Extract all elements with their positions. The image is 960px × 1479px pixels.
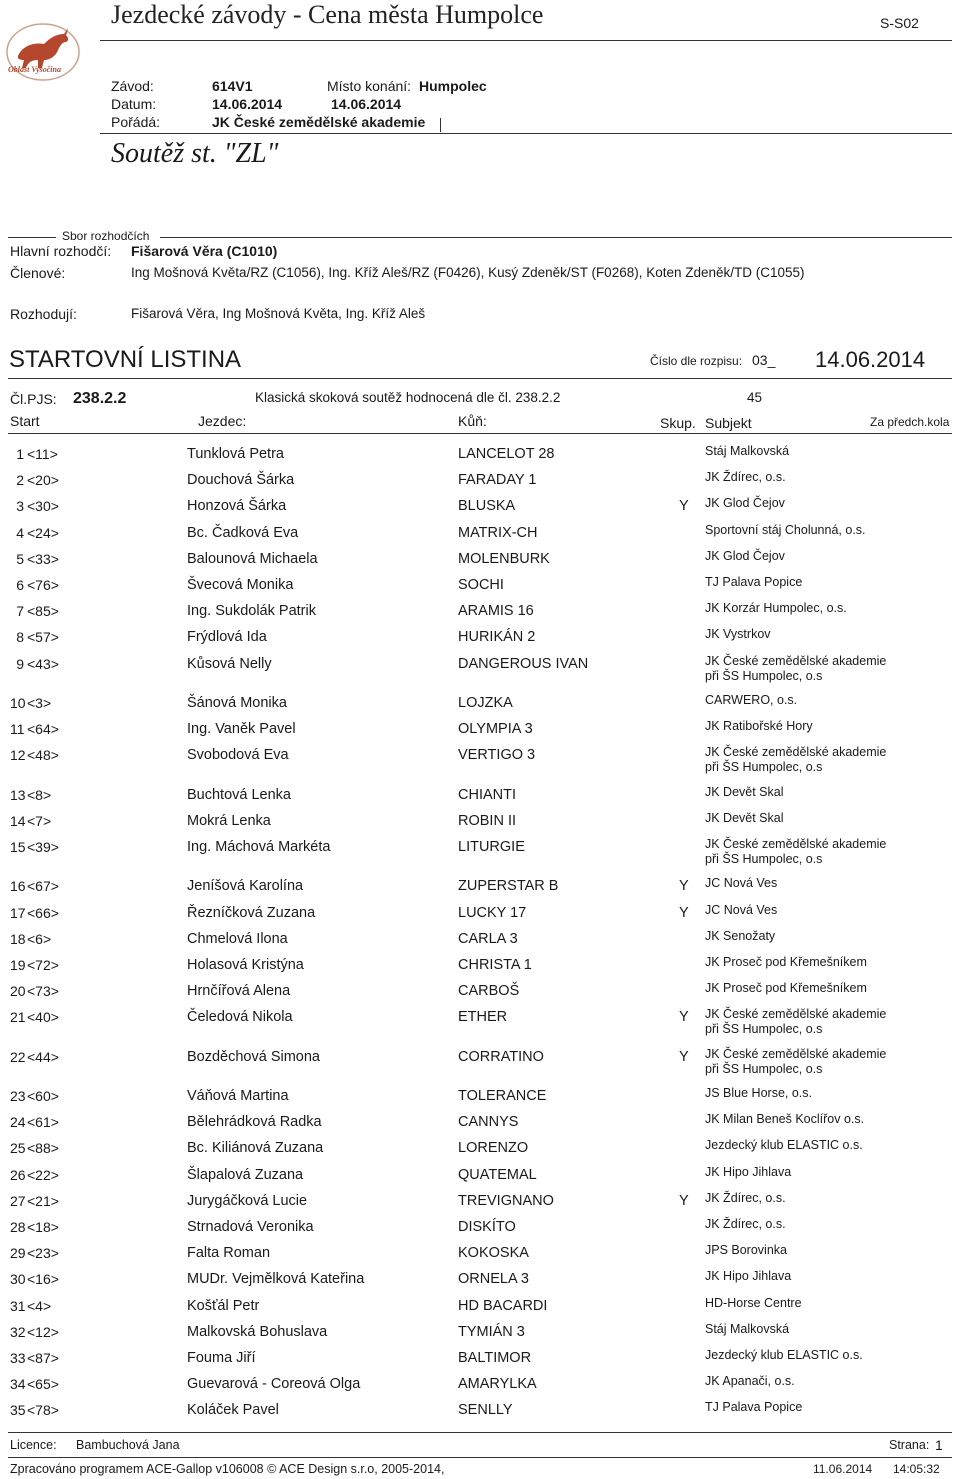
table-row: [0, 810, 960, 839]
subject-name-line2: při ŠS Humpolec, o.s: [705, 668, 823, 683]
subject-name: JK Korzár Humpolec, o.s.: [705, 601, 847, 616]
table-row: [0, 577, 960, 603]
rider-name: Váňová Martina: [187, 1087, 289, 1104]
table-row: [0, 1216, 960, 1245]
jury-divider: [8, 237, 56, 238]
print-date: 11.06.2014: [813, 1462, 873, 1476]
start-code: <24>: [27, 524, 59, 541]
horse-name: MOLENBURK: [458, 550, 550, 567]
horse-name: LANCELOT 28: [458, 446, 555, 462]
subject-name: JK České zemědělské akademie: [705, 653, 887, 668]
rider-name: Švecová Monika: [187, 577, 294, 593]
start-order: 28: [10, 1218, 26, 1235]
subject-name: JK České zemědělské akademie: [705, 837, 887, 851]
text-cursor: [440, 118, 441, 132]
start-code: <87>: [27, 1349, 59, 1366]
datum-from: 14.06.2014: [212, 96, 283, 112]
start-order: 12: [10, 747, 26, 764]
horse-name: CHIANTI: [458, 786, 516, 803]
horse-name: ETHER: [458, 1009, 508, 1026]
judging-value: Fišarová Věra, Ing Mošnová Květa, Ing. Kříž Aleš: [131, 306, 426, 321]
horse-name: BALTIMOR: [458, 1349, 532, 1366]
table-row: [0, 1295, 960, 1324]
rider-name: Ing. Vaněk Pavel: [187, 721, 296, 738]
subject-name: JK Ždírec, o.s.: [705, 1216, 786, 1231]
start-code: <72>: [27, 956, 59, 973]
rider-name: Mokrá Lenka: [187, 812, 271, 829]
subject-name: JK České zemědělské akademie: [705, 1046, 887, 1061]
table-row: [0, 1140, 960, 1166]
datum-to: 14.06.2014: [331, 96, 402, 112]
table-row: [0, 902, 960, 931]
subject-name: Sportovní stáj Cholunná, o.s.: [705, 522, 866, 537]
start-code: <39>: [27, 839, 59, 855]
rider-name: Hrnčířová Alena: [187, 983, 291, 1000]
jury-section-label: Sbor rozhodčích: [62, 229, 150, 243]
rider-name: Ing. Sukdolák Patrik: [187, 603, 316, 620]
start-code: <16>: [27, 1271, 59, 1288]
start-code: <21>: [27, 1192, 59, 1209]
subject-name: JK Vystrkov: [705, 627, 771, 642]
list-heading-divider: [8, 378, 952, 379]
rider-name: Malkovská Bohuslava: [187, 1323, 328, 1340]
horse-name: LORENZO: [458, 1140, 529, 1157]
subject-name: JK Apanači, o.s.: [705, 1374, 795, 1389]
table-row: [0, 1271, 960, 1297]
rider-name: Bc. Čadková Eva: [187, 524, 299, 541]
table-row: [0, 498, 960, 524]
event-divider: [100, 133, 952, 134]
start-order: 4: [16, 524, 24, 541]
subject-name: JK Proseč pod Křemešníkem: [705, 954, 867, 969]
start-code: <7>: [27, 812, 52, 829]
horse-name: HURIKÁN 2: [458, 629, 536, 646]
rider-name: Řezníčková Zuzana: [187, 904, 316, 921]
print-time: 14:05:32: [893, 1462, 940, 1476]
rider-name: Bc. Kiliánová Zuzana: [187, 1140, 324, 1157]
horse-name: ARAMIS 16: [458, 603, 534, 620]
subject-name: TJ Palava Popice: [705, 1400, 803, 1415]
horse-name: VERTIGO 3: [458, 747, 536, 764]
list-date: 14.06.2014: [815, 347, 926, 372]
start-code: <33>: [27, 550, 59, 567]
subject-name: JK Ždírec, o.s.: [705, 470, 786, 485]
horse-name: TREVIGNANO: [458, 1192, 554, 1209]
group-mark: Y: [679, 498, 689, 515]
rider-name: Strnadová Veronika: [187, 1218, 314, 1235]
table-row: [0, 522, 960, 551]
table-row: [0, 472, 960, 498]
subject-name: JK České zemědělské akademie: [705, 745, 887, 760]
start-order: 13: [10, 786, 26, 803]
start-order: 16: [10, 878, 26, 895]
start-order: 17: [10, 904, 26, 921]
start-code: <66>: [27, 904, 59, 921]
subject-name: JK Devět Skal: [705, 810, 784, 825]
start-code: <67>: [27, 878, 59, 895]
rider-name: Koláček Pavel: [187, 1402, 279, 1419]
cislo-label: Číslo dle rozpisu:: [650, 354, 743, 368]
horse-name: LOJZKA: [458, 694, 513, 711]
subject-name: HD-Horse Centre: [705, 1295, 802, 1310]
table-row: [0, 1321, 960, 1350]
rider-name: Honzová Šárka: [187, 498, 287, 515]
start-code: <40>: [27, 1009, 59, 1026]
start-code: <11>: [27, 446, 58, 462]
start-code: <60>: [27, 1087, 59, 1104]
start-code: <64>: [27, 721, 59, 738]
start-code: <88>: [27, 1140, 59, 1157]
subject-name: JK Ždírec, o.s.: [705, 1190, 786, 1205]
rider-name: Svobodová Eva: [187, 747, 289, 764]
table-row: [0, 1190, 960, 1219]
group-mark: Y: [679, 1048, 689, 1065]
subject-name-line2: při ŠS Humpolec, o.s: [705, 852, 823, 866]
organizer-logo: [4, 22, 82, 84]
rider-name: Šánová Monika: [187, 694, 287, 711]
chief-judge-value: Fišarová Věra (C1010): [131, 243, 278, 259]
start-order: 34: [10, 1376, 26, 1393]
horse-name: LUCKY 17: [458, 904, 527, 921]
licence-label: Licence:: [10, 1438, 57, 1452]
start-order: 25: [10, 1140, 26, 1157]
subject-name: JC Nová Ves: [705, 876, 778, 891]
horse-name: BLUSKA: [458, 498, 516, 515]
start-code: <48>: [27, 747, 59, 764]
columns-divider: [8, 433, 952, 434]
start-order: 21: [10, 1009, 26, 1026]
horse-name: CHRISTA 1: [458, 956, 532, 973]
rider-name: Jeníšová Karolína: [187, 878, 304, 895]
start-order: 35: [10, 1402, 26, 1419]
start-order: 10: [10, 694, 26, 711]
datum-label: Datum:: [111, 96, 157, 112]
entry-count: 45: [747, 390, 763, 405]
pjs-value: 238.2.2: [73, 390, 127, 407]
logo-caption: Oblast Vysočina: [8, 65, 61, 74]
horse-name: ZUPERSTAR B: [458, 878, 559, 895]
rider-name: Fouma Jiří: [187, 1349, 256, 1366]
start-code: <20>: [27, 472, 59, 489]
start-order: 24: [10, 1114, 26, 1131]
subject-name: TJ Palava Popice: [705, 575, 803, 589]
subject-name: Jezdecký klub ELASTIC o.s.: [705, 1138, 863, 1153]
start-code: <43>: [27, 655, 59, 672]
start-order: 11: [10, 721, 25, 738]
subject-name: JK České zemědělské akademie: [705, 1007, 887, 1022]
subject-name: JK Glod Čejov: [705, 496, 785, 511]
horse-name: AMARYLKA: [458, 1376, 537, 1393]
start-code: <18>: [27, 1218, 59, 1235]
start-order: 32: [10, 1323, 26, 1340]
horse-name: SOCHI: [458, 577, 504, 593]
table-row: [0, 721, 960, 747]
page-label: Strana:: [889, 1438, 930, 1452]
horse-name: OLYMPIA 3: [458, 721, 533, 738]
subject-name-line2: při ŠS Humpolec, o.s: [705, 760, 823, 775]
competition-description: Klasická skoková soutěž hodnocená dle čl. 238.2.2: [255, 390, 561, 405]
start-code: <6>: [27, 930, 52, 947]
start-order: 14: [10, 812, 26, 829]
subject-name: JC Nová Ves: [705, 902, 778, 917]
col-rider: Jezdec:: [198, 413, 247, 429]
horse-name: DISKÍTO: [458, 1218, 516, 1235]
horse-name: ORNELA 3: [458, 1271, 529, 1288]
table-row: [0, 839, 960, 865]
start-code: <44>: [27, 1048, 59, 1065]
group-mark: Y: [679, 904, 689, 921]
start-order: 33: [10, 1349, 26, 1366]
start-code: <12>: [27, 1323, 59, 1340]
start-code: <30>: [27, 498, 59, 515]
start-order: 18: [10, 930, 26, 947]
horse-name: ROBIN II: [458, 812, 517, 829]
title-divider: [100, 40, 952, 41]
list-heading: STARTOVNÍ LISTINA: [9, 346, 242, 373]
start-code: <4>: [27, 1297, 52, 1314]
subject-name: JK Devět Skal: [705, 784, 784, 799]
table-row: [0, 878, 960, 904]
horse-name: MATRIX-CH: [458, 524, 538, 541]
subject-name: JK Glod Čejov: [705, 548, 785, 563]
rider-name: MUDr. Vejmělková Kateřina: [187, 1271, 365, 1288]
page-title: Jezdecké závody - Cena města Humpolce: [111, 0, 544, 29]
start-code: <22>: [27, 1166, 59, 1183]
table-row: [0, 446, 960, 472]
start-order: 19: [10, 956, 26, 973]
document-code: S-S02: [880, 15, 919, 31]
pjs-label: Čl.PJS:: [10, 391, 57, 407]
start-code: <85>: [27, 603, 59, 620]
table-row: [0, 1245, 960, 1271]
horse-logo-icon: [4, 22, 82, 84]
col-start: Start: [10, 413, 40, 429]
start-code: <61>: [27, 1114, 59, 1131]
start-order: 5: [16, 550, 24, 567]
start-order: 9: [16, 655, 24, 672]
subject-name: Jezdecký klub ELASTIC o.s.: [705, 1347, 863, 1362]
table-row: [0, 1085, 960, 1114]
group-mark: Y: [679, 1192, 689, 1209]
start-order: 26: [10, 1166, 26, 1183]
group-mark: Y: [679, 1009, 689, 1026]
subject-name: JK Proseč pod Křemešníkem: [705, 981, 867, 996]
table-row: [0, 747, 960, 773]
rider-name: Holasová Kristýna: [187, 956, 304, 973]
porada-value: JK České zemědělské akademie: [212, 114, 426, 130]
subject-name: Stáj Malkovská: [705, 1321, 790, 1336]
table-row: [0, 1009, 960, 1035]
start-order: 2: [16, 472, 24, 489]
judging-label: Rozhodují:: [10, 306, 77, 322]
start-order: 7: [16, 603, 24, 620]
misto-label: Místo konání:: [327, 78, 412, 94]
subject-name: JS Blue Horse, o.s.: [705, 1085, 812, 1100]
start-order: 6: [16, 577, 24, 593]
horse-name: CANNYS: [458, 1114, 519, 1131]
cislo-value: 03_: [752, 352, 776, 368]
licence-value: Bambuchová Jana: [76, 1438, 180, 1452]
start-order: 29: [10, 1245, 26, 1262]
rider-name: Douchová Šárka: [187, 472, 295, 489]
competition-name: Soutěž st. "ZL": [111, 138, 279, 169]
chief-judge-label: Hlavní rozhodčí:: [10, 243, 112, 259]
start-order: 8: [16, 629, 24, 646]
rider-name: Ing. Máchová Markéta: [187, 839, 331, 855]
rider-name: Čeledová Nikola: [187, 1009, 293, 1026]
members-value: Ing Mošnová Květa/RZ (C1056), Ing. Kříž Aleš/RZ (F0426), Kusý Zdeněk/ST (F0268), Koten Zdeněk/TD (C1055): [131, 265, 805, 280]
start-code: <3>: [27, 694, 52, 711]
rider-name: Šlapalová Zuzana: [187, 1166, 304, 1183]
col-previous-round: Za předch.kola: [870, 415, 950, 429]
subject-name: JK Milan Beneš Koclířov o.s.: [705, 1112, 865, 1127]
horse-name: KOKOSKA: [458, 1245, 529, 1262]
table-row: [0, 1164, 960, 1193]
horse-name: CARLA 3: [458, 930, 518, 947]
rider-name: Jurygáčková Lucie: [187, 1192, 308, 1209]
page-number: 1: [935, 1437, 943, 1453]
jury-divider-right: [160, 237, 952, 238]
subject-name: JK Hipo Jihlava: [705, 1269, 792, 1284]
table-row: [0, 1114, 960, 1140]
zavod-label: Závod:: [111, 78, 154, 94]
horse-name: FARADAY 1: [458, 472, 537, 489]
start-code: <65>: [27, 1376, 59, 1393]
col-group: Skup.: [660, 415, 696, 431]
rider-name: Chmelová Ilona: [187, 930, 288, 947]
start-order: 22: [10, 1048, 26, 1065]
table-row: [0, 603, 960, 629]
horse-name: DANGEROUS IVAN: [458, 655, 589, 672]
table-row: [0, 954, 960, 983]
start-order: 30: [10, 1271, 26, 1288]
start-code: <8>: [27, 786, 52, 803]
rider-name: Guevarová - Coreová Olga: [187, 1376, 361, 1393]
zavod-value: 614V1: [212, 78, 253, 94]
start-order: 27: [10, 1192, 26, 1209]
rider-name: Tunklová Petra: [187, 446, 284, 462]
table-row: [0, 784, 960, 813]
rider-name: Buchtová Lenka: [187, 786, 291, 803]
table-row: [0, 629, 960, 655]
footer-divider: [8, 1432, 952, 1433]
table-row: [0, 1376, 960, 1402]
start-order: 1: [16, 446, 24, 462]
start-order: 20: [10, 983, 26, 1000]
program-credit: Zpracováno programem ACE-Gallop v106008 © ACE Design s.r.o, 2005-2014,: [10, 1462, 445, 1476]
horse-name: TOLERANCE: [458, 1087, 547, 1104]
horse-name: SENLLY: [458, 1402, 513, 1419]
rider-name: Košťál Petr: [187, 1297, 260, 1314]
horse-name: QUATEMAL: [458, 1166, 537, 1183]
rider-name: Frýdlová Ida: [187, 629, 267, 646]
rider-name: Falta Roman: [187, 1245, 271, 1262]
rider-name: Bozděchová Simona: [187, 1048, 320, 1065]
porada-label: Pořádá:: [111, 114, 161, 130]
start-code: <76>: [27, 577, 59, 593]
rider-name: Bělehrádková Radka: [187, 1114, 322, 1131]
col-subject: Subjekt: [705, 415, 752, 431]
table-row: [0, 548, 960, 577]
subject-name: JK Ratibořské Hory: [705, 719, 813, 734]
table-row: [0, 1046, 960, 1076]
table-row: [0, 653, 960, 683]
start-code: <57>: [27, 629, 59, 646]
horse-name: TYMIÁN 3: [458, 1323, 525, 1340]
start-order: 31: [10, 1297, 26, 1314]
table-row: [0, 983, 960, 1009]
misto-value: Humpolec: [419, 78, 487, 94]
start-order: 23: [10, 1087, 26, 1104]
rider-name: Balounová Michaela: [187, 550, 318, 567]
subject-name-line2: při ŠS Humpolec, o.s: [705, 1061, 823, 1076]
table-row: [0, 692, 960, 721]
start-code: <78>: [27, 1402, 59, 1419]
table-row: [0, 1402, 960, 1428]
start-order: 15: [10, 839, 26, 855]
horse-name: LITURGIE: [458, 839, 525, 855]
horse-name: HD BACARDI: [458, 1297, 548, 1314]
start-code: <73>: [27, 983, 59, 1000]
subject-name: CARWERO, o.s.: [705, 692, 798, 707]
subject-name: JK Senožaty: [705, 928, 776, 943]
group-mark: Y: [679, 878, 689, 895]
subject-name: JPS Borovinka: [705, 1243, 787, 1258]
rider-name: Kůsová Nelly: [187, 655, 272, 672]
subject-name-line2: při ŠS Humpolec, o.s: [705, 1022, 823, 1037]
subject-name: JK Hipo Jihlava: [705, 1164, 792, 1179]
horse-name: CORRATINO: [458, 1048, 544, 1065]
col-horse: Kůň:: [458, 413, 487, 429]
start-order: 3: [16, 498, 24, 515]
start-code: <23>: [27, 1245, 59, 1262]
horse-name: CARBOŠ: [458, 983, 520, 1000]
table-row: [0, 928, 960, 957]
footer-divider-bottom: [8, 1457, 952, 1458]
table-row: [0, 1347, 960, 1376]
subject-name: Stáj Malkovská: [705, 444, 790, 458]
members-label: Členové:: [10, 265, 66, 281]
